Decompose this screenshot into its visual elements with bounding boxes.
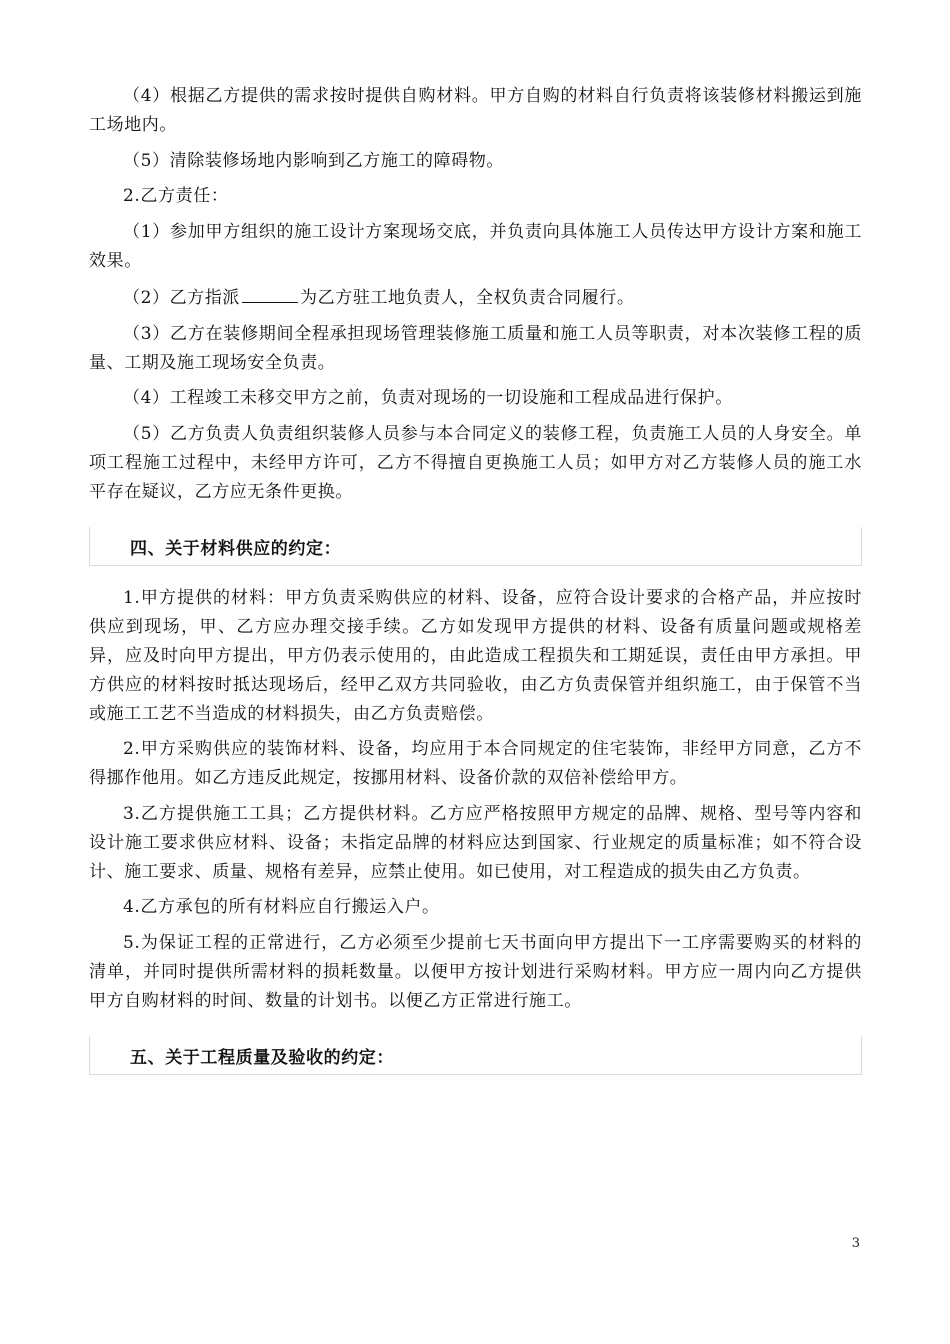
clause-a5: （5）清除装修场地内影响到乙方施工的障碍物。 [123,150,505,171]
clause-b1: （1）参加甲方组织的施工设计方案现场交底，并负责向具体施工人员传达甲方设计方案和施工效果。 [89,221,862,271]
section-4-item-2: 2.甲方采购供应的装饰材料、设备，均应用于本合同规定的住宅装饰，非经甲方同意，乙方不得挪作他用。如乙方违反此规定，按挪用材料、设备价款的双倍补偿给甲方。 [89,739,862,788]
clause-b2-after: 为乙方驻工地负责人，全权负责合同履行。 [300,288,635,308]
section-4-item-4: 4.乙方承包的所有材料应自行搬运入户。 [123,897,440,917]
clause-b2-before: （2）乙方指派 [123,288,241,308]
section-4-item-5: 5.为保证工程的正常进行，乙方必须至少提前七天书面向甲方提出下一工序需要购买的材料的清单，并同时提供所需材料的损耗数量。以便甲方按计划进行采购材料。甲方应一周内向乙方提供甲方自购材料的时间、数量的计划书。以便乙方正常进行施工。 [89,932,862,1011]
clause-b3: （3）乙方在装修期间全程承担现场管理装修施工质量和施工人员等职责，对本次装修工程的质量、工期及施工现场安全负责。 [89,323,862,373]
clause-b2 [89,282,862,313]
clause-a4: （4）根据乙方提供的需求按时提供自购材料。甲方自购的材料自行负责将该装修材料搬运到施工场地内。 [89,86,862,135]
fill-in-blank [242,282,298,303]
section-5-heading: 五、关于工程质量及验收的约定： [89,1036,862,1075]
section-4-heading: 四、关于材料供应的约定： [89,527,862,566]
clause-2-title: 2.乙方责任： [123,186,229,206]
page-number: 3 [851,1236,860,1251]
document-body [89,82,862,1093]
clause-b4: （4）工程竣工未移交甲方之前，负责对现场的一切设施和工程成品进行保护。 [123,388,733,408]
clause-b5: （5）乙方负责人负责组织装修人员参与本合同定义的装修工程，负责施工人员的人身安全。单项工程施工过程中，未经甲方许可，乙方不得擅自更换施工人员；如甲方对乙方装修人员的施工水平存在疑议，乙方应无条件更换。 [89,423,862,502]
section-4-item-1: 1.甲方提供的材料：甲方负责采购供应的材料、设备，应符合设计要求的合格产品，并应按时供应到现场，甲、乙方应办理交接手续。乙方如发现甲方提供的材料、设备有质量问题或规格差异，应及时向甲方提出，甲方仍表示使用的，由此造成工程损失和工期延误，责任由甲方承担。甲方供应的材料按时抵达现场后，经甲乙双方共同验收，由乙方负责保管并组织施工，由于保管不当或施工工艺不当造成的材料损失，由乙方负责赔偿。 [89,587,862,724]
section-4-item-3: 3.乙方提供施工工具；乙方提供材料。乙方应严格按照甲方规定的品牌、规格、型号等内容和设计施工要求供应材料、设备；未指定品牌的材料应达到国家、行业规定的质量标准；如不符合设计、施工要求、质量、规格有差异，应禁止使用。如已使用，对工程造成的损失由乙方负责。 [89,803,862,882]
